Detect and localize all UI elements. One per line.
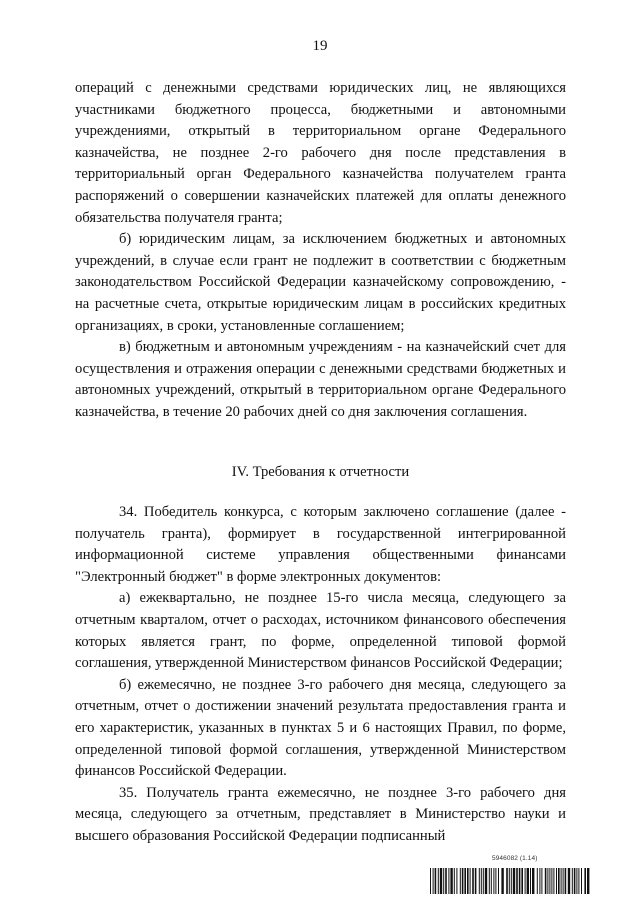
barcode-bar bbox=[551, 868, 552, 894]
paragraph-item-b: б) юридическим лицам, за исключением бюджетных и автономных учреждений, в случае если грант не подлежит в соответствии с бюджетным законодательством Российской Федерации казначейскому сопровождению, - на расчетные счета, открытые юридическим лицам в российских кредитных организациях, в сроки, установленные соглашением; bbox=[75, 231, 566, 334]
paragraph-34: 34. Победитель конкурса, с которым заключено соглашение (далее - получатель гранта), формирует в государственной интегрированной информационной системе управления общественными финансами "Электронный бюджет" в форме электронных документов: bbox=[75, 504, 566, 585]
barcode-bar bbox=[456, 868, 457, 894]
barcode-bar bbox=[587, 868, 589, 894]
barcode-bar bbox=[460, 868, 461, 894]
barcode-bar bbox=[454, 868, 455, 894]
barcode-bar bbox=[545, 868, 547, 894]
paragraph-34-b: б) ежемесячно, не позднее 3-го рабочего дня месяца, следующего за отчетным, отчет о достижении значений результата предоставления гранта и его характеристик, указанных в пунктах 5 и 6 настоящих Правил, по форме, определенной типовой формой соглашения, утвержденной Министерством финансов Российской Федерации. bbox=[75, 676, 566, 780]
barcode-bar bbox=[467, 868, 469, 894]
barcode-bar bbox=[438, 868, 439, 894]
barcode-bar bbox=[450, 868, 452, 894]
barcode-bar bbox=[462, 868, 464, 894]
barcode-bar bbox=[440, 868, 442, 894]
barcode-bar bbox=[511, 868, 512, 894]
barcode-bar bbox=[541, 868, 542, 894]
barcode-bar bbox=[578, 868, 579, 894]
barcode-bar bbox=[553, 868, 554, 894]
barcode-bar bbox=[576, 868, 577, 894]
document-code: 5946082 (1.14) bbox=[492, 855, 538, 862]
barcode-bar bbox=[516, 868, 518, 894]
barcode-bar bbox=[493, 868, 494, 894]
barcode-bar bbox=[527, 868, 529, 894]
barcode-bar bbox=[483, 868, 484, 894]
barcode-bar bbox=[506, 868, 508, 894]
barcode-bar bbox=[539, 868, 540, 894]
barcode-bar bbox=[464, 868, 466, 894]
barcode-bar bbox=[547, 868, 548, 894]
barcode-bar bbox=[435, 868, 437, 894]
barcode-bar bbox=[525, 868, 526, 894]
barcode-bar bbox=[509, 868, 510, 894]
barcode-bar bbox=[495, 868, 496, 894]
barcode-bar bbox=[430, 868, 431, 894]
barcode-bar bbox=[433, 868, 434, 894]
paragraph-35: 35. Получатель гранта ежемесячно, не позднее 3-го рабочего дня месяца, следующего за отчетным, представляет в Министерство науки и высшего образования Российской Федерации подписанный bbox=[75, 784, 566, 844]
barcode-icon bbox=[430, 868, 590, 894]
paragraph-item-v: в) бюджетным и автономным учреждениям - на казначейский счет для осуществления и отражения операции с денежными средствами бюджетных и автономных учреждений, открытый в территориальном органе Федерального казначейства, в течение 20 рабочих дней со дня заключения соглашения. bbox=[75, 339, 566, 420]
barcode-bar bbox=[558, 868, 560, 894]
barcode-bar bbox=[470, 868, 471, 894]
barcode-bar bbox=[556, 868, 557, 894]
barcode-bar bbox=[501, 868, 503, 894]
paragraph-34-a: а) ежеквартально, не позднее 15-го числа месяца, следующего за отчетным кварталом, отчет о расходах, источником финансового обеспечения которых является грант, по форме, определенной типовой формой соглашения, утвержденной Министерством финансов Российской Федерации; bbox=[75, 590, 566, 672]
barcode-bar bbox=[445, 868, 447, 894]
barcode-bar bbox=[568, 868, 570, 894]
barcode-bar bbox=[513, 868, 515, 894]
barcode-bar bbox=[485, 868, 487, 894]
barcode-bar bbox=[532, 868, 534, 894]
barcode-bar bbox=[549, 868, 550, 894]
barcode-bar bbox=[565, 868, 567, 894]
barcode-bar bbox=[584, 868, 586, 894]
page-number: 19 bbox=[312, 38, 328, 54]
barcode-bar bbox=[521, 868, 523, 894]
barcode-bar bbox=[448, 868, 449, 894]
barcode-bar bbox=[519, 868, 521, 894]
barcode-bar bbox=[475, 868, 477, 894]
barcode-bar bbox=[489, 868, 490, 894]
barcode-bar bbox=[498, 868, 499, 894]
barcode-bar bbox=[491, 868, 492, 894]
document-body bbox=[75, 78, 566, 848]
section-heading: IV. Требования к отчетности bbox=[231, 463, 410, 480]
barcode-bar bbox=[443, 868, 444, 894]
barcode-bar bbox=[530, 868, 531, 894]
barcode-bar bbox=[479, 868, 480, 894]
barcode-bar bbox=[572, 868, 573, 894]
paragraph-continuation: операций с денежными средствами юридических лиц, не являющихся участниками бюджетного процесса, бюджетными и автономными учреждениями, открытый в территориальном органе Федерального казначейства, не позднее 2-го рабочего дня после представления в территориальный орган Федерального казначейства получателем гранта распоряжений о совершении казначейских платежей для оплаты денежного обязательства получателя гранта; bbox=[75, 80, 566, 226]
barcode-bar bbox=[481, 868, 482, 894]
barcode-bar bbox=[581, 868, 582, 894]
barcode-bar bbox=[563, 868, 564, 894]
barcode-bar bbox=[561, 868, 562, 894]
barcode-bar bbox=[537, 868, 538, 894]
barcode-bar bbox=[472, 868, 474, 894]
barcode-bar bbox=[574, 868, 576, 894]
